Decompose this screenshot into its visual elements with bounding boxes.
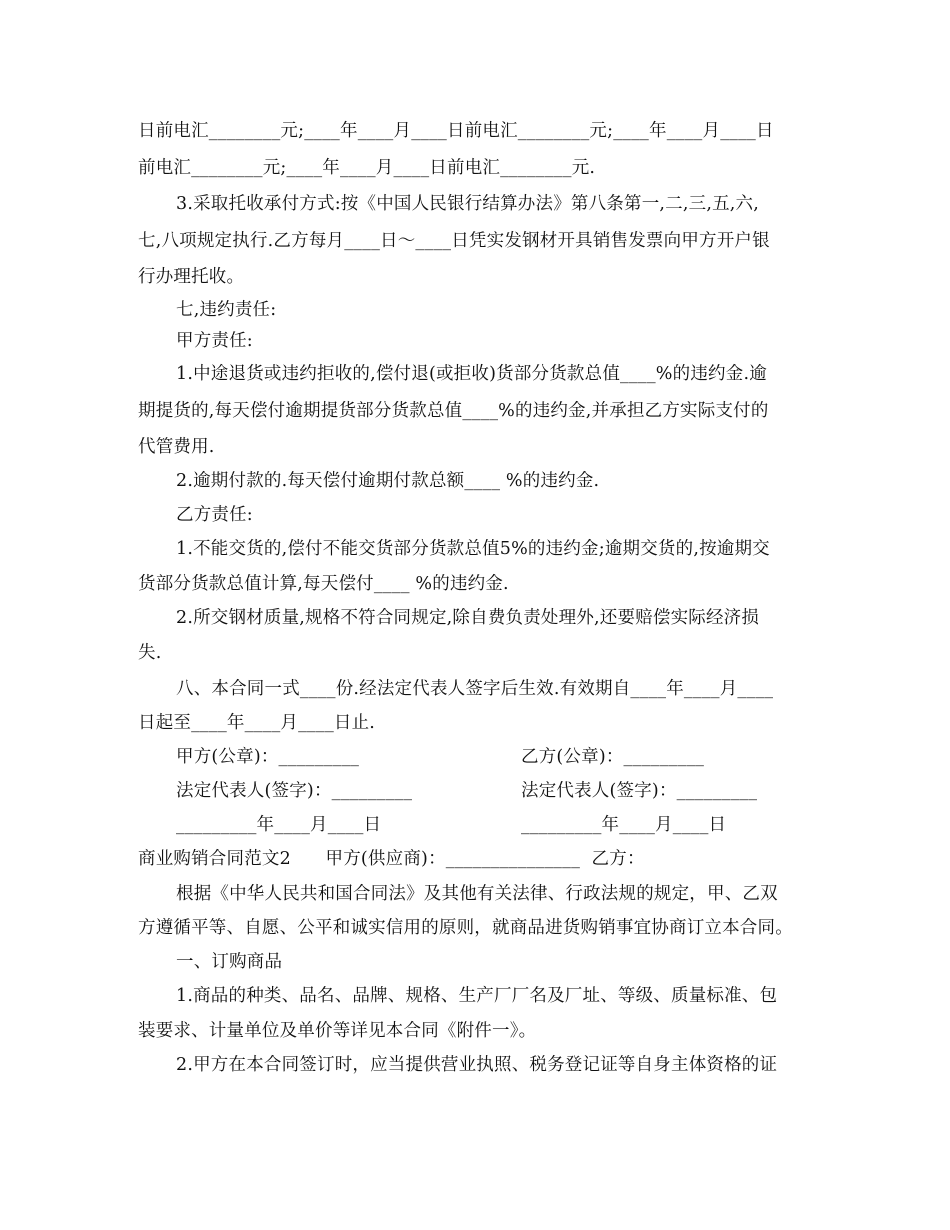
party-b-seal-line: 乙方(公章)：_________ (521, 747, 705, 767)
text-line: 代管费用. (138, 437, 215, 457)
text-line: 七,八项规定执行.乙方每月____日～____日凭实发钢材开具销售发票向甲方开户银 (138, 231, 770, 251)
text-line: 八、本合同一式____份.经法定代表人签字后生效.有效期自____年____月____ (176, 679, 774, 699)
party-a-seal-line: 甲方(公章)：_________ (176, 747, 360, 767)
section-heading: 一、订购商品 (176, 952, 283, 972)
text-line: 行办理托收。 (138, 267, 245, 287)
contract-title-line: 商业购销合同范文2 甲方(供应商)：_______________ 乙方： (138, 849, 645, 869)
text-line: 日前电汇________元;____年____月____日前电汇________元;____年____月____日 (138, 121, 774, 141)
text-line: 2.逾期付款的.每天偿付逾期付款总额____ %的违约金. (176, 471, 600, 491)
text-line: 3.采取托收承付方式:按《中国人民银行结算办法》第八条第一,二,三,五,六, (176, 194, 760, 214)
subheading: 乙方责任: (176, 505, 253, 525)
text-line: 失. (138, 643, 162, 663)
party-a-date-line: _________年____月____日 (176, 815, 382, 835)
text-line: 日起至____年____月____日止. (138, 713, 376, 733)
text-line: 装要求、计量单位及单价等详见本合同《附件一》。 (138, 1021, 537, 1041)
text-line: 前电汇________元;____年____月____日前电汇________元. (138, 158, 596, 178)
subheading: 甲方责任: (176, 331, 253, 351)
text-line: 1.商品的种类、品名、品牌、规格、生产厂厂名及厂址、等级、质量标准、包 (176, 986, 778, 1006)
text-line: 根据《中华人民共和国合同法》及其他有关法律、行政法规的规定，甲、乙双 (176, 884, 778, 904)
text-line: 方遵循平等、自愿、公平和诚实信用的原则，就商品进货购销事宜协商订立本合同。 (138, 918, 793, 938)
section-heading: 七,违约责任: (176, 300, 277, 320)
text-line: 货部分货款总值计算,每天偿付____ %的违约金. (138, 574, 509, 594)
text-line: 2.甲方在本合同签订时，应当提供营业执照、税务登记证等自身主体资格的证 (176, 1055, 778, 1075)
party-b-date-line: _________年____月____日 (521, 815, 727, 835)
text-line: 2.所交钢材质量,规格不符合同规定,除自费负责处理外,还要赔偿实际经济损 (176, 608, 760, 628)
text-line: 1.中途退货或违约拒收的,偿付退(或拒收)货部分货款总值____%的违约金.逾 (176, 364, 767, 384)
party-a-rep-line: 法定代表人(签字)：_________ (176, 781, 413, 801)
text-line: 1.不能交货的,偿付不能交货部分货款总值5%的违约金;逾期交货的,按逾期交 (176, 539, 770, 559)
party-b-rep-line: 法定代表人(签字)：_________ (521, 781, 758, 801)
text-line: 期提货的,每天偿付逾期提货部分货款总值____%的违约金,并承担乙方实际支付的 (138, 401, 769, 421)
